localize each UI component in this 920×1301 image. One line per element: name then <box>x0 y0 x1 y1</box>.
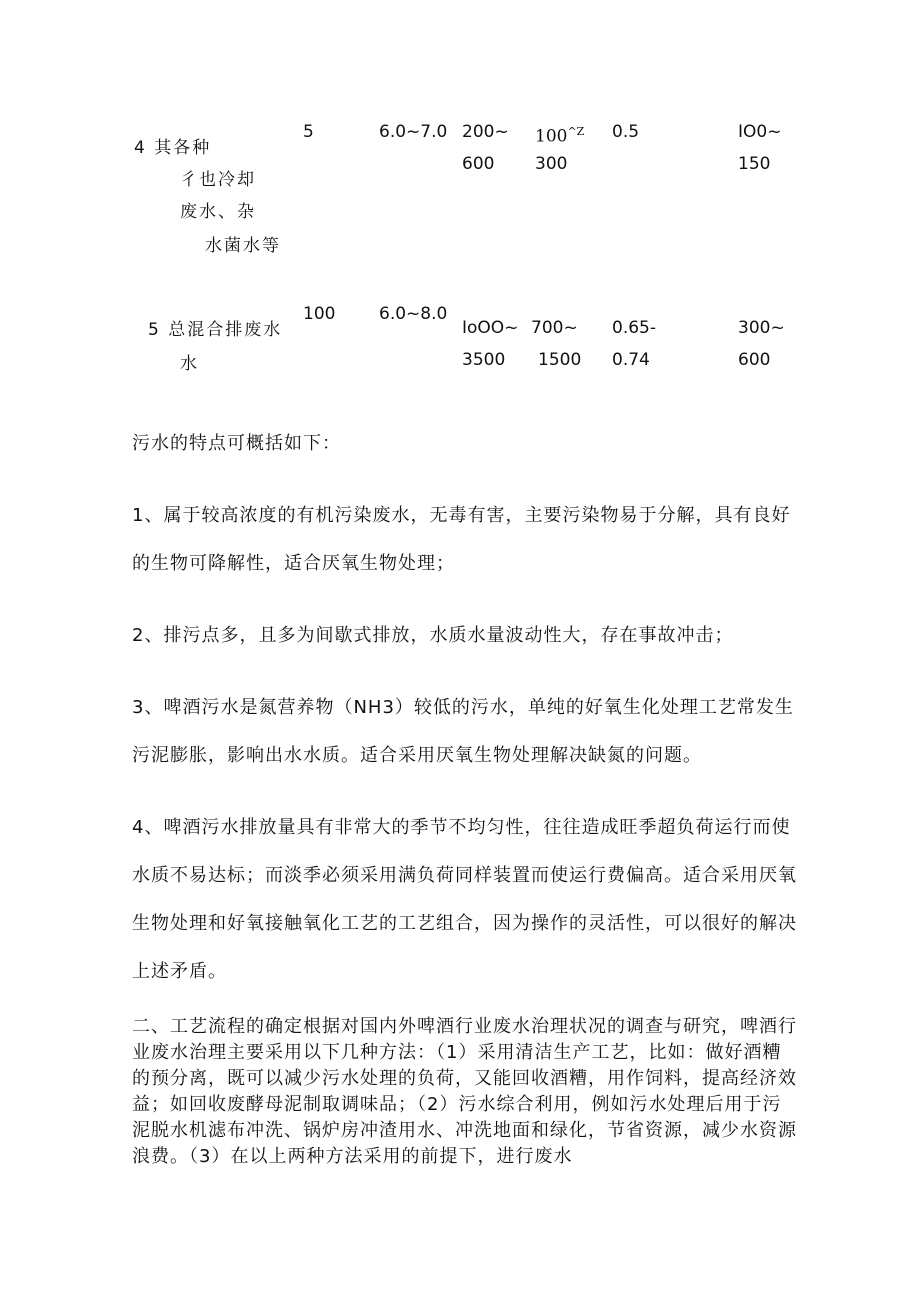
row4-name-line2: 彳也冷却 <box>180 170 256 190</box>
row5-cell-5-line2: 0.74 <box>612 350 650 370</box>
intro-paragraph: 污水的特点可概括如下： <box>132 433 341 454</box>
row4-cell-6-line1: IO0~ <box>738 122 782 142</box>
row4-cell-4-line2: 300 <box>535 154 568 174</box>
row4-cell-2: 6.0~7.0 <box>379 122 448 142</box>
row4-cell-4-line1 <box>535 122 584 147</box>
row5-cell-1: 100 <box>303 304 336 324</box>
row5-cell-4-line1: 700~ <box>531 318 578 338</box>
feature-paragraph-1: 1、属于较高浓度的有机污染废水，无毒有害，主要污染物易于分解，具有良好的生物可降解性，适合厌氧生物处理； <box>132 505 791 574</box>
section-two-paragraph: 二、工艺流程的确定根据对国内外啤酒行业废水治理状况的调查与研究，啤酒行业废水治理主要采用以下几种方法：（1）采用清洁生产工艺，比如：做好酒糟的预分离，既可以减少污水处理的负荷，又能回收酒糟，用作饲料，提高经济效益；如回收废酵母泥制取调味品；（2）污水综合利用，例如污水处理后用于污泥脱水机滤布冲洗、锅炉房冲渣用水、冲洗地面和绿化，节省资源，减少水资源浪费。（3）在以上两种方法采用的前提下，进行废水 <box>132 1016 797 1167</box>
row5-cell-3-line1: IoOO~ <box>462 318 519 338</box>
row5-cell-5-line1: 0.65- <box>612 318 656 338</box>
row5-cell-3-line2: 3500 <box>462 350 506 370</box>
row5-cell-6-line2: 600 <box>738 350 771 370</box>
row4-cell-4-main: 100 <box>535 126 568 147</box>
row4-cell-3-line1: 200~ <box>462 122 509 142</box>
row5-name-line1: 5 总混合排废水 <box>148 320 283 340</box>
feature-paragraph-2: 2、排污点多，且多为间歇式排放，水质水量波动性大，存在事故冲击； <box>132 625 734 646</box>
row5-name-line2: 水 <box>180 354 199 374</box>
row4-cell-5: 0.5 <box>612 122 640 142</box>
row5-cell-4-line2: 1500 <box>538 350 582 370</box>
row4-name-line3: 废水、杂 <box>180 202 256 222</box>
row5-cell-6-line1: 300~ <box>738 318 785 338</box>
row5-cell-2: 6.0~8.0 <box>379 304 448 324</box>
feature-paragraph-3: 3、啤酒污水是氮营养物（NH3）较低的污水，单纯的好氧生化处理工艺常发生污泥膨胀，影响出水水质。适合采用厌氧生物处理解决缺氮的问题。 <box>132 697 794 766</box>
row4-cell-3-line2: 600 <box>462 154 495 174</box>
feature-paragraph-4: 4、啤酒污水排放量具有非常大的季节不均匀性，往往造成旺季超负荷运行而使水质不易达标；而淡季必须采用满负荷同样装置而使运行费偏高。适合采用厌氧生物处理和好氧接触氧化工艺的工艺组合，因为操作的灵活性，可以很好的解决上述矛盾。 <box>132 817 797 982</box>
row4-cell-4-sup: ^Z <box>567 125 585 138</box>
row4-cell-6-line2: 150 <box>738 154 771 174</box>
row4-name-line4: 水菌水等 <box>205 236 281 256</box>
row4-name-line1: 4 其各种 <box>134 138 212 158</box>
row4-cell-1: 5 <box>303 122 314 142</box>
